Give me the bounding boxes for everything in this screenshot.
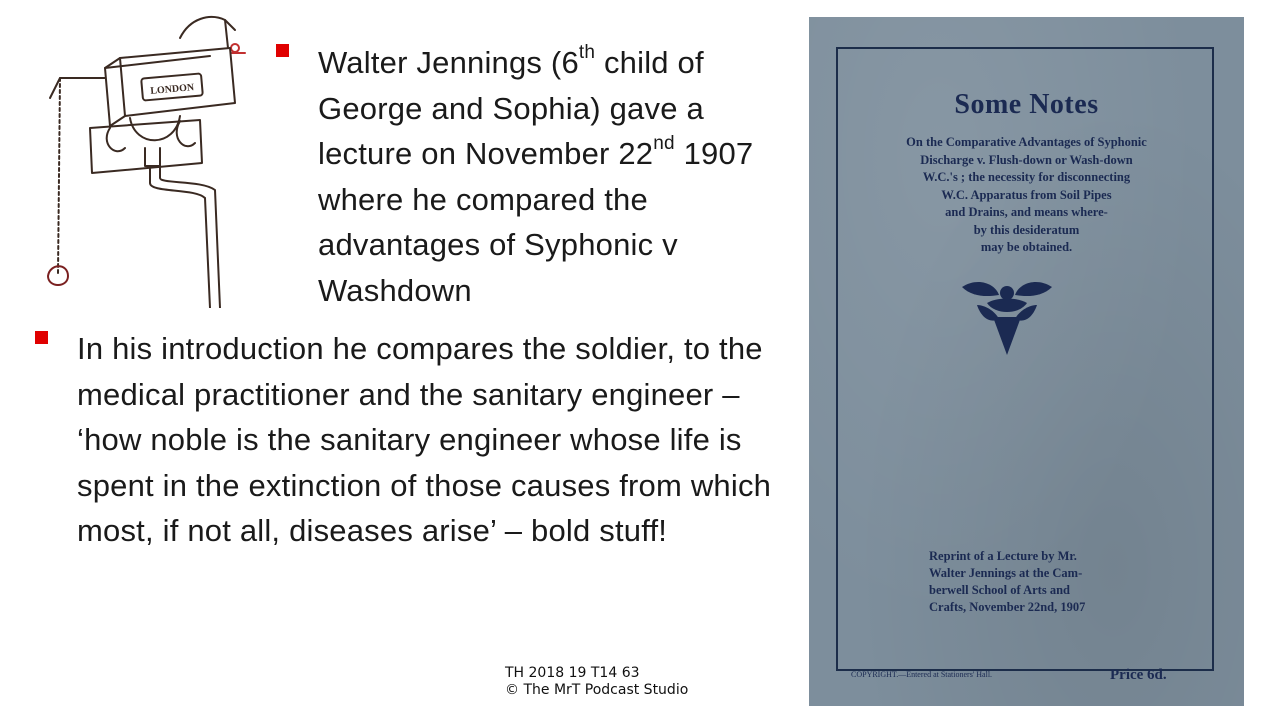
- floral-ornament-icon: [957, 275, 1057, 365]
- cover-subtitle-line: may be obtained.: [980, 240, 1073, 254]
- footer-copyright: © The MrT Podcast Studio: [505, 682, 689, 698]
- cover-copyright: COPYRIGHT.—Entered at Stationers' Hall.: [851, 670, 993, 679]
- cover-title: Some Notes: [954, 89, 1099, 120]
- cover-reprint-line: Crafts, November 22nd, 1907: [929, 600, 1086, 614]
- cover-reprint-line: Walter Jennings at the Cam-: [929, 566, 1083, 580]
- cover-subtitle-line: W.C. Apparatus from Soil Pipes: [941, 187, 1112, 202]
- cover-subtitle-line: and Drains, and means where-: [945, 205, 1108, 219]
- cover-subtitle-line: On the Comparative Advantages of Syphonic: [906, 135, 1147, 149]
- bullet-text-lecture: Walter Jennings (6th child of George and Sophia) gave a lecture on November 22nd 1907 where he compared the advantages of Syphonic v Washdown: [318, 42, 754, 308]
- footer-credit: [505, 665, 688, 699]
- bullet-marker: [35, 331, 48, 344]
- bullet-text-introduction: In his introduction he compares the soldier, to the medical practitioner and the sanitary engineer – ‘how noble is the sanitary engineer whose life is spent in the extinction of those causes from which most, if not all, diseases arise’ – bold stuff!: [77, 331, 772, 548]
- book-cover-image: [809, 17, 1244, 706]
- cover-reprint-line: berwell School of Arts and: [929, 583, 1070, 597]
- cover-reprint-line: Reprint of a Lecture by Mr.: [929, 549, 1077, 563]
- cover-subtitle-line: W.C.'s ; the necessity for disconnecting: [922, 170, 1131, 184]
- cover-subtitle-line: by this desideratum: [973, 222, 1080, 237]
- cover-subtitle: [849, 134, 1204, 257]
- cover-reprint-note: [929, 548, 1169, 616]
- cistern-illustration: [20, 8, 270, 308]
- cover-price: Price 6d.: [1110, 667, 1167, 683]
- cover-subtitle-line: Discharge v. Flush-down or Wash-down: [920, 152, 1133, 167]
- footer-code: TH 2018 19 T14 63: [505, 665, 640, 681]
- bullet-marker: [276, 44, 289, 57]
- cistern-plate-label: LONDON: [149, 82, 195, 97]
